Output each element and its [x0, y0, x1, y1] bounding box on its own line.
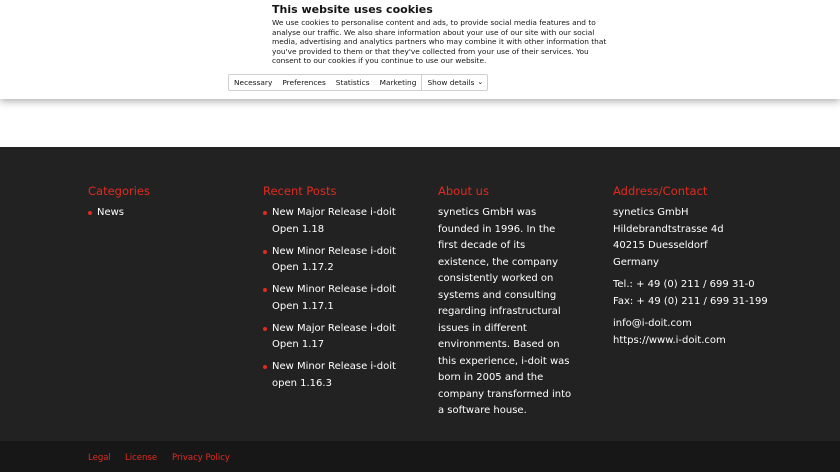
address-heading: Address/Contact — [613, 184, 708, 198]
recent-post-label: New Minor Release i-doit Open 1.17.1 — [272, 284, 396, 312]
cookie-option-marketing[interactable]: Marketing — [379, 78, 417, 87]
cookie-title: This website uses cookies — [272, 3, 433, 16]
bullet-icon — [263, 327, 267, 331]
recent-post-link[interactable] — [263, 244, 403, 277]
recent-post-label: New Major Release i-doit Open 1.18 — [272, 207, 396, 235]
bullet-icon — [263, 211, 267, 215]
cookie-banner — [0, 0, 840, 99]
bullet-icon — [88, 211, 92, 215]
recent-post-label: New Minor Release i-doit open 1.16.3 — [272, 361, 396, 389]
recent-posts-heading: Recent Posts — [263, 184, 337, 198]
address-company: synetics GmbH — [613, 207, 689, 218]
cookie-text: We use cookies to personalise content and ads, to provide social media features and to analyse our traffic. We also share information about your use of our site with our social media, advertising and analytics partners who may combine it with other information that you've provided to them or that they've collected from your use of their services. You consent to our cookies if you continue to use our website. — [272, 18, 607, 66]
show-details-label: Show details — [427, 78, 475, 87]
license-link[interactable]: License — [125, 453, 158, 463]
address-country: Germany — [613, 256, 659, 268]
cookie-option-necessary[interactable]: Necessary — [234, 78, 273, 87]
bottom-bar — [0, 441, 840, 472]
recent-post-link[interactable] — [263, 321, 403, 354]
address-tel: Tel.: + 49 (0) 211 / 699 31-0 — [613, 279, 755, 290]
address-email[interactable]: info@i-doit.com — [613, 318, 692, 329]
category-link-news[interactable] — [88, 205, 228, 222]
cookie-option-preferences[interactable]: Preferences — [282, 78, 326, 87]
recent-post-link[interactable] — [263, 359, 403, 392]
category-label: News — [97, 207, 125, 218]
recent-post-link[interactable] — [263, 205, 403, 238]
bullet-icon — [263, 288, 267, 292]
categories-heading: Categories — [88, 184, 150, 198]
chevron-down-icon: ⌄ — [477, 78, 484, 86]
footer-categories — [88, 184, 228, 227]
about-heading: About us — [438, 184, 489, 198]
footer — [0, 147, 840, 441]
footer-address — [613, 184, 773, 355]
bullet-icon — [263, 365, 267, 369]
address-fax: Fax: + 49 (0) 211 / 699 31-199 — [613, 295, 768, 307]
about-text: synetics GmbH was founded in 1996. In the first decade of its existence, the company consistently worked on systems and consulting regarding infrastructural issues in different environments. Based on this experience, i-doit was born in 2005 and the company transformed into a software house. — [438, 207, 572, 416]
privacy-policy-link[interactable]: Privacy Policy — [172, 453, 230, 463]
address-street: Hildebrandtstrasse 4d — [613, 223, 724, 235]
recent-post-label: New Minor Release i-doit Open 1.17.2 — [272, 245, 396, 273]
address-city: 40215 Duesseldorf — [613, 240, 708, 251]
bullet-icon — [263, 250, 267, 254]
recent-post-label: New Major Release i-doit Open 1.17 — [272, 322, 396, 350]
cookie-options-bar — [228, 74, 488, 91]
show-details-button[interactable] — [421, 75, 487, 90]
address-website[interactable]: https://www.i-doit.com — [613, 334, 726, 346]
cookie-option-statistics[interactable]: Statistics — [335, 78, 370, 87]
footer-about — [438, 184, 578, 420]
legal-link[interactable]: Legal — [88, 453, 111, 463]
footer-recent-posts — [263, 184, 403, 398]
recent-post-link[interactable] — [263, 282, 403, 315]
